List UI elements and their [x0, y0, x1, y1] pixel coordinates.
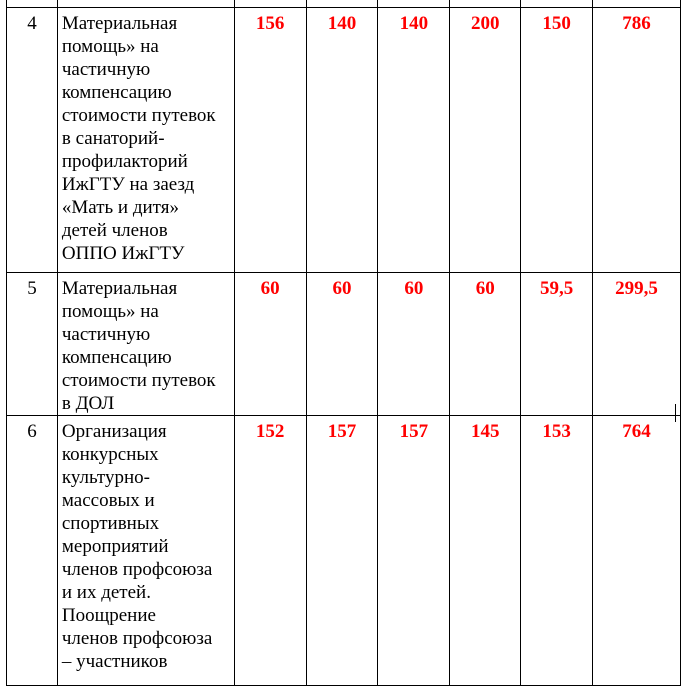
table-row — [7, 8, 681, 273]
description-line: профилакторий — [61, 151, 188, 172]
row-description — [57, 416, 234, 686]
value-cell: 60 — [450, 273, 521, 416]
description-line: ИжГТУ на заезд — [61, 174, 195, 195]
value-cell: 140 — [306, 8, 378, 273]
description-line: спортивных — [61, 513, 160, 534]
description-line: Материальная — [61, 13, 178, 34]
description-line: – участников — [61, 651, 168, 672]
description-line: помощь» на — [61, 301, 159, 322]
description-line: компенсацию — [61, 82, 172, 103]
description-line: членов профсоюза — [61, 628, 213, 649]
description-line: в ДОЛ — [61, 393, 115, 414]
description-line: Поощрение — [61, 605, 156, 626]
table-row-previous-cutoff — [7, 0, 681, 8]
description-line: Материальная — [61, 278, 178, 299]
description-line: частичную — [61, 324, 151, 345]
value-cell: 150 — [521, 8, 593, 273]
value-cell: 157 — [306, 416, 378, 686]
description-line: мероприятий — [61, 536, 169, 557]
description-line: стоимости путевок — [61, 105, 216, 126]
total-cell: 299,5 — [593, 273, 681, 416]
description-line: частичную — [61, 59, 151, 80]
row-number: 6 — [7, 416, 58, 686]
description-line: массовых и — [61, 490, 155, 511]
total-cell: 764 — [593, 416, 681, 686]
value-cell: 200 — [450, 8, 521, 273]
description-line: Организация — [61, 421, 167, 442]
value-cell: 145 — [450, 416, 521, 686]
description-line: ОППО ИжГТУ — [61, 243, 185, 264]
value-cell: 152 — [234, 416, 306, 686]
value-cell: 60 — [378, 273, 450, 416]
description-line: детей членов — [61, 220, 168, 241]
description-line: «Мать и дитя» — [61, 197, 179, 218]
value-cell: 60 — [234, 273, 306, 416]
value-cell: 157 — [378, 416, 450, 686]
description-line: членов профсоюза — [61, 559, 213, 580]
row-number: 4 — [7, 8, 58, 273]
description-line: конкурсных — [61, 444, 159, 465]
value-cell: 156 — [234, 8, 306, 273]
value-cell: 140 — [378, 8, 450, 273]
row-description — [57, 273, 234, 416]
description-line: компенсацию — [61, 347, 172, 368]
value-cell: 60 — [306, 273, 378, 416]
total-cell: 786 — [593, 8, 681, 273]
description-line: в санаторий- — [61, 128, 165, 149]
table-row — [7, 273, 681, 416]
row-number: 5 — [7, 273, 58, 416]
value-cell: 153 — [521, 416, 593, 686]
data-table — [6, 0, 681, 686]
description-line: помощь» на — [61, 36, 159, 57]
edge-mark — [675, 404, 676, 422]
row-description — [57, 8, 234, 273]
description-line: стоимости путевок — [61, 370, 216, 391]
description-line: культурно- — [61, 467, 150, 488]
description-line: и их детей. — [61, 582, 151, 603]
table-row — [7, 416, 681, 686]
value-cell: 59,5 — [521, 273, 593, 416]
